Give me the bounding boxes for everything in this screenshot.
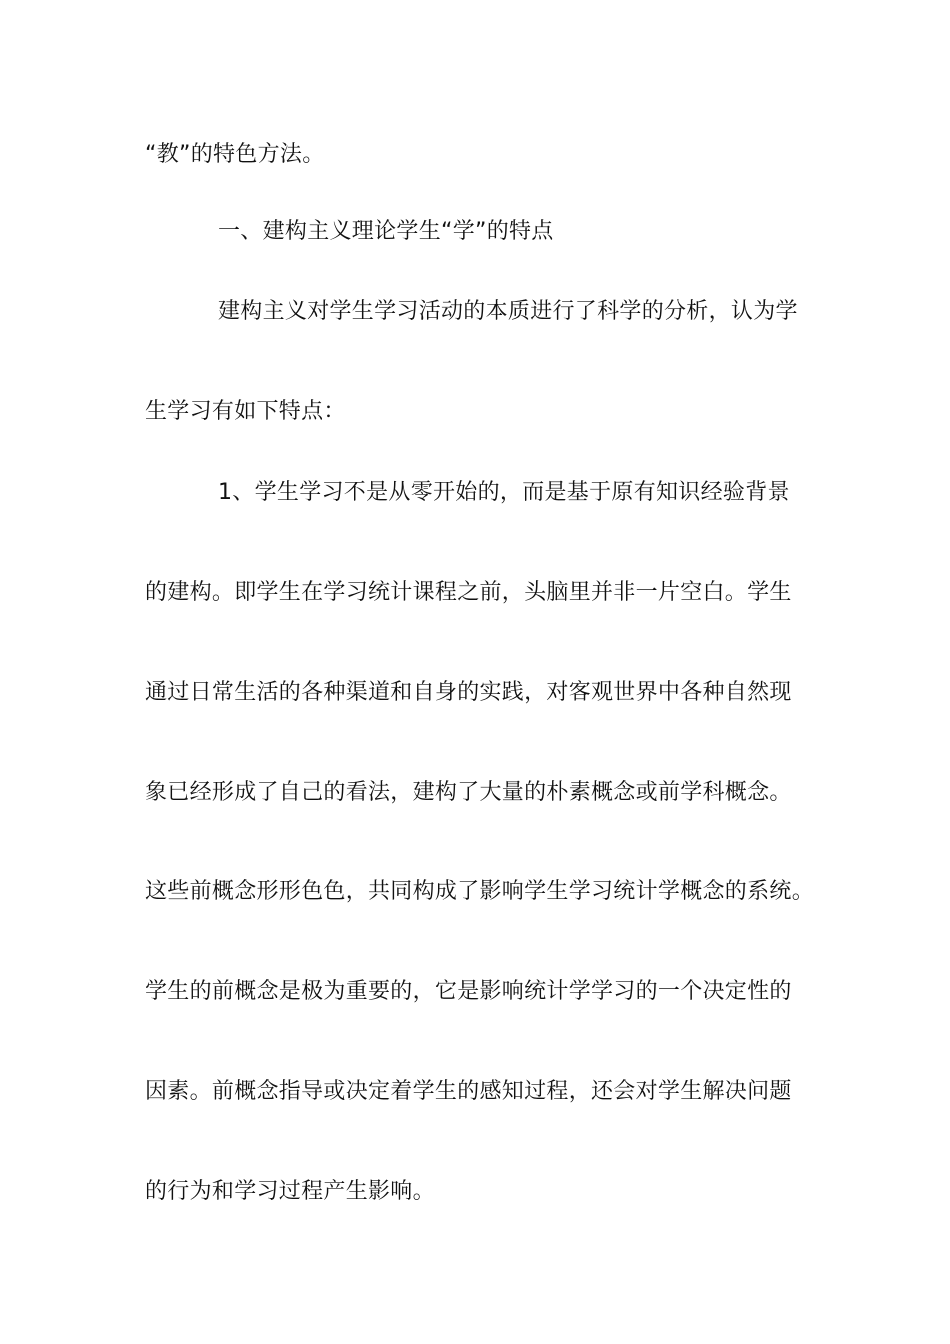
list-item-line: 1、学生学习不是从零开始的，而是基于原有知识经验背景	[218, 480, 790, 505]
paragraph-line: 学生的前概念是极为重要的，它是影响统计学学习的一个决定性的	[145, 979, 792, 1004]
paragraph-line: 象已经形成了自己的看法，建构了大量的朴素概念或前学科概念。	[145, 780, 792, 805]
paragraph-line: 这些前概念形形色色，共同构成了影响学生学习统计学概念的系统。	[145, 879, 815, 904]
paragraph-line: 的建构。即学生在学习统计课程之前，头脑里并非一片空白。学生	[145, 580, 792, 605]
text-line: “教”的特色方法。	[145, 142, 325, 167]
section-heading: 一、建构主义理论学生“学”的特点	[218, 219, 554, 244]
paragraph-line: 建构主义对学生学习活动的本质进行了科学的分析，认为学	[218, 299, 798, 324]
paragraph-line: 的行为和学习过程产生影响。	[145, 1179, 435, 1204]
paragraph-line: 因素。前概念指导或决定着学生的感知过程，还会对学生解决问题	[145, 1079, 792, 1104]
paragraph-line: 通过日常生活的各种渠道和自身的实践，对客观世界中各种自然现	[145, 680, 792, 705]
paragraph-line: 生学习有如下特点：	[145, 399, 346, 424]
